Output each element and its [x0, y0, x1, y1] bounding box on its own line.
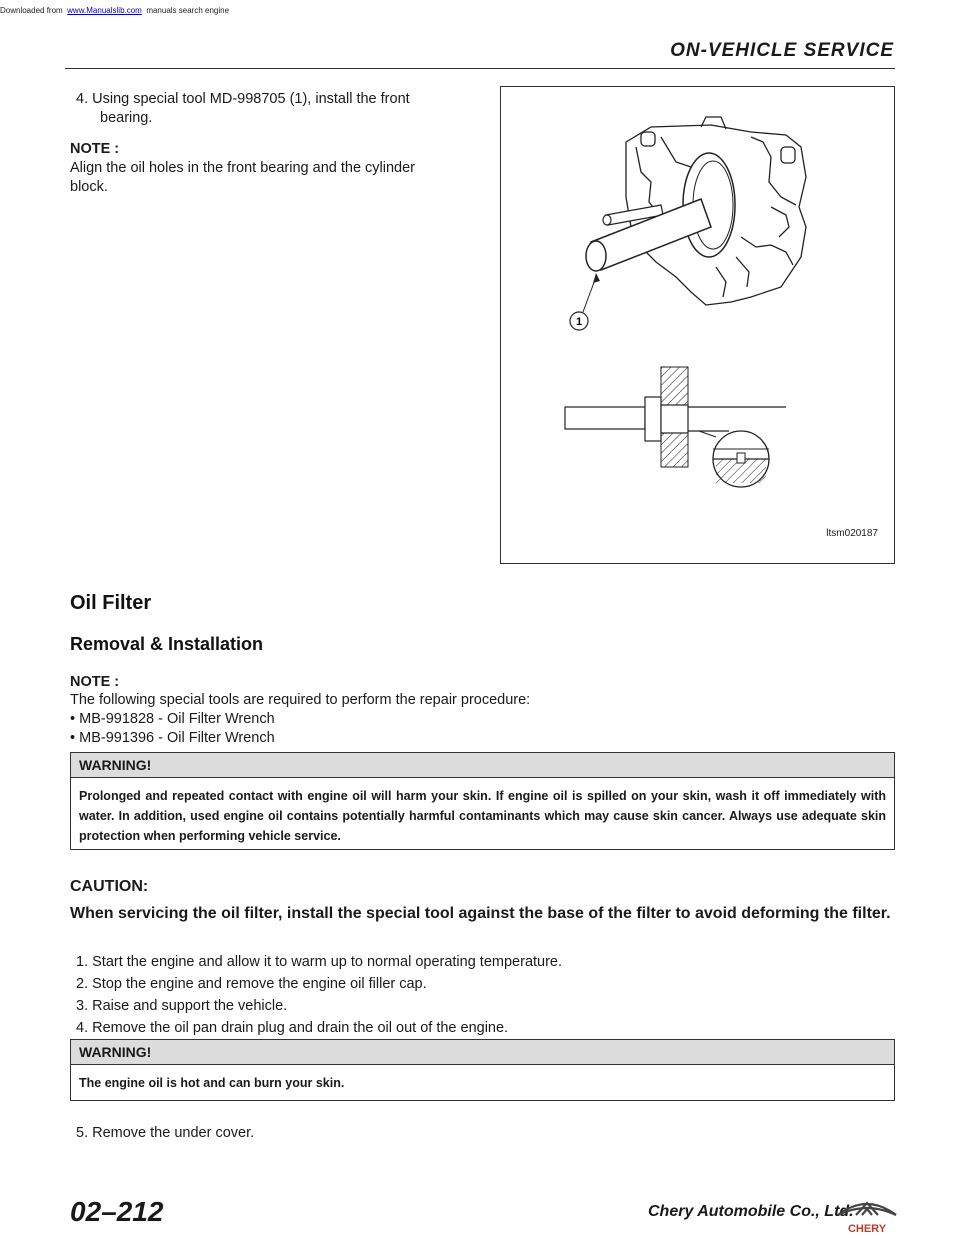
note-line2: block.: [70, 179, 108, 195]
tool-item: • MB-991828 - Oil Filter Wrench: [70, 711, 275, 727]
engine-tool-illustration: [501, 87, 894, 563]
warning-box-hot-oil: [70, 1039, 895, 1101]
company-name: Chery Automobile Co., Ltd.: [648, 1203, 854, 1220]
step-item: 5. Remove the under cover.: [76, 1125, 255, 1141]
caution-text: When servicing the oil filter, install the special tool against the base of the filter to avoid deforming the filter.: [70, 905, 891, 922]
callout-number: 1: [575, 316, 583, 328]
page-number: 02–212: [70, 1196, 164, 1227]
engine-bearing-figure: [500, 86, 895, 564]
header-rule: [65, 68, 895, 69]
figure-caption: ltsm020187: [826, 528, 878, 539]
note-line1: Align the oil holes in the front bearing and the cylinder: [70, 160, 415, 176]
tool-item: • MB-991396 - Oil Filter Wrench: [70, 730, 275, 746]
banner-prefix: Downloaded from: [0, 6, 63, 15]
step4-line2: bearing.: [100, 110, 153, 126]
download-banner: [0, 0, 960, 15]
oil-filter-title: Oil Filter: [70, 592, 152, 614]
warning-text: Prolonged and repeated contact with engine oil will harm your skin. If engine oil is spilled on your skin, wash it off immediately with water. In addition, used engine oil contains potentially harmful contaminants which may cause skin cancer. Always use adequate skin protection when performing vehicle service.: [79, 789, 886, 843]
warning-text: The engine oil is hot and can burn your skin.: [79, 1076, 345, 1090]
note-label: NOTE :: [70, 141, 120, 157]
warning-label: WARNING!: [71, 1040, 894, 1065]
step-item: 3. Raise and support the vehicle.: [76, 998, 288, 1014]
warning-label: WARNING!: [71, 753, 894, 778]
tools-note-text: The following special tools are required to perform the repair procedure:: [70, 692, 531, 708]
section-title: ON-VEHICLE SERVICE: [670, 40, 894, 61]
manualslib-link[interactable]: www.Manualslib.com: [67, 6, 142, 15]
step-item: 4. Remove the oil pan drain plug and drain the oil out of the engine.: [76, 1020, 509, 1036]
bullet-icon: •: [70, 730, 80, 746]
warning-box: [70, 752, 895, 850]
bullet-icon: •: [70, 711, 80, 727]
caution-label: CAUTION:: [70, 878, 149, 895]
removal-installation-title: Removal & Installation: [70, 634, 264, 654]
step-item: 2. Stop the engine and remove the engine oil filler cap.: [76, 976, 427, 992]
step4-line1: 4. Using special tool MD-998705 (1), install the front: [76, 91, 410, 107]
tools-note-label: NOTE :: [70, 674, 120, 690]
chery-logo: [832, 1195, 902, 1235]
logo-text: CHERY: [847, 1223, 887, 1235]
step-item: 1. Start the engine and allow it to warm up to normal operating temperature.: [76, 954, 563, 970]
banner-suffix: manuals search engine: [146, 6, 230, 15]
